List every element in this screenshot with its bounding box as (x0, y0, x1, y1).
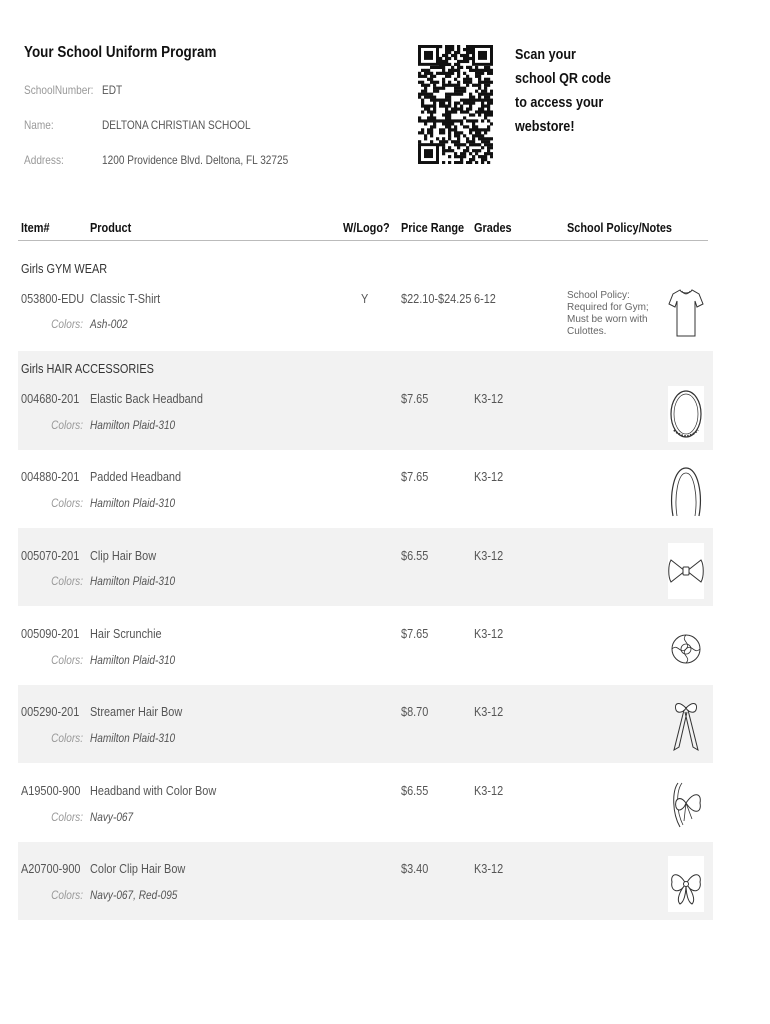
colors-label-text: Colors: (51, 810, 83, 824)
section-title-gym-wear-text: Girls GYM WEAR (21, 261, 108, 276)
product-name-text: Color Clip Hair Bow (90, 861, 186, 876)
logo-flag-text: Y (361, 291, 369, 306)
qr-line-3: to access your (515, 94, 604, 111)
school-name-value-text: DELTONA CHRISTIAN SCHOOL (102, 118, 251, 132)
colors-label (21, 574, 83, 588)
colors-label (21, 317, 83, 331)
item-number-text: A19500-900 (21, 783, 81, 798)
column-header-price (401, 220, 476, 235)
item-number-text: A20700-900 (21, 861, 81, 876)
grades-text: K3-12 (474, 548, 504, 563)
item-number-text: 004880-201 (21, 469, 80, 484)
price-range (401, 626, 434, 641)
colors-value-text: Hamilton Plaid-310 (90, 731, 176, 745)
price-range (401, 391, 434, 406)
address-value-text: 1200 Providence Blvd. Deltona, FL 32725 (102, 153, 289, 167)
colors-value (90, 810, 141, 824)
colors-value (90, 496, 191, 510)
grades (474, 548, 509, 563)
product-name (90, 626, 175, 641)
price-range-text: $7.65 (401, 469, 429, 484)
colors-value (90, 888, 194, 902)
padded-headband-icon (668, 464, 704, 520)
colors-label-text: Colors: (51, 653, 83, 667)
colors-value-text: Navy-067 (90, 810, 134, 824)
streamer-bow-icon (668, 698, 704, 754)
page-title-text: Your School Uniform Program (24, 44, 217, 61)
grades-text: K3-12 (474, 783, 504, 798)
price-range (401, 469, 434, 484)
colors-value (90, 731, 191, 745)
price-range-text: $6.55 (401, 548, 429, 563)
product-name (90, 469, 198, 484)
price-range-text: $3.40 (401, 861, 429, 876)
item-number (21, 704, 90, 719)
colors-label (21, 418, 83, 432)
colors-label (21, 731, 83, 745)
section-title-hair-accessories-text: Girls HAIR ACCESSORIES (21, 361, 154, 376)
name-label-text: Name: (24, 118, 54, 132)
name-label (24, 118, 59, 132)
colors-value (90, 317, 135, 331)
hair-bow-icon (668, 543, 704, 599)
item-number-text: 004680-201 (21, 391, 80, 406)
school-number-value-text: EDT (102, 83, 123, 97)
product-name (90, 291, 174, 306)
grades-text: K3-12 (474, 861, 504, 876)
tshirt-icon (668, 286, 704, 342)
price-range (401, 291, 485, 306)
item-number (21, 391, 90, 406)
item-number-text: 053800-EDU (21, 291, 85, 306)
item-number (21, 291, 96, 306)
row-band (18, 528, 713, 606)
grades (474, 469, 509, 484)
product-name-text: Clip Hair Bow (90, 548, 157, 563)
colors-value-text: Hamilton Plaid-310 (90, 496, 176, 510)
section-title-gym-wear (21, 261, 124, 276)
product-name-text: Classic T-Shirt (90, 291, 161, 306)
qr-line-1: Scan your (515, 46, 576, 63)
item-number (21, 469, 90, 484)
colors-value (90, 574, 191, 588)
price-range-text: $7.65 (401, 626, 429, 641)
item-number (21, 861, 92, 876)
item-number-text: 005070-201 (21, 548, 80, 563)
grades (474, 783, 509, 798)
column-header-grades (474, 220, 519, 235)
scrunchie-icon (668, 621, 704, 677)
page-title (24, 44, 253, 62)
colors-label-text: Colors: (51, 731, 83, 745)
color-bow-icon (668, 856, 704, 912)
product-name (90, 548, 169, 563)
colors-label-text: Colors: (51, 574, 83, 588)
grades (474, 391, 509, 406)
product-name-text: Streamer Hair Bow (90, 704, 183, 719)
grades (474, 291, 500, 306)
headband-bow-icon (668, 777, 704, 833)
colors-value (90, 653, 191, 667)
product-name (90, 704, 200, 719)
qr-instructions (515, 43, 629, 139)
row-band (18, 685, 713, 763)
grades-text: K3-12 (474, 391, 504, 406)
logo-flag (361, 291, 370, 306)
policy-note: School Policy: Required for Gym; Must be worn with Culottes. (567, 290, 649, 337)
grades-text: K3-12 (474, 704, 504, 719)
colors-label-text: Colors: (51, 496, 83, 510)
grades-text: 6-12 (474, 291, 496, 306)
qr-code-icon[interactable] (418, 45, 493, 164)
column-header-logo (343, 220, 399, 235)
colors-label (21, 496, 83, 510)
grades-text: K3-12 (474, 626, 504, 641)
product-name-text: Headband with Color Bow (90, 783, 217, 798)
colors-label (21, 888, 83, 902)
qr-line-2: school QR code (515, 70, 611, 87)
price-range (401, 783, 434, 798)
qr-line-4: webstore! (515, 118, 575, 135)
address-value (102, 153, 324, 167)
section-title-hair-accessories (21, 361, 179, 376)
item-number (21, 548, 90, 563)
price-range (401, 704, 434, 719)
school-number-label (24, 83, 107, 97)
item-number (21, 626, 90, 641)
item-number-text: 005090-201 (21, 626, 80, 641)
price-range-text: $7.65 (401, 391, 429, 406)
product-name-text: Hair Scrunchie (90, 626, 162, 641)
school-number-label-text: SchoolNumber: (24, 83, 94, 97)
price-range-text: $6.55 (401, 783, 429, 798)
column-header-item-text: Item# (21, 220, 50, 235)
grades (474, 626, 509, 641)
item-number-text: 005290-201 (21, 704, 80, 719)
colors-label-text: Colors: (51, 888, 83, 902)
column-header-product-text: Product (90, 220, 132, 235)
product-name (90, 783, 240, 798)
colors-value (90, 418, 191, 432)
product-name-text: Padded Headband (90, 469, 182, 484)
column-header-product (90, 220, 139, 235)
product-name (90, 391, 224, 406)
column-header-price-text: Price Range (401, 220, 465, 235)
school-name-value (102, 118, 279, 132)
colors-label-text: Colors: (51, 317, 83, 331)
colors-value-text: Hamilton Plaid-310 (90, 574, 176, 588)
grades-text: K3-12 (474, 469, 504, 484)
product-name-text: Elastic Back Headband (90, 391, 203, 406)
column-header-logo-text: W/Logo? (343, 220, 390, 235)
grades (474, 861, 509, 876)
colors-label (21, 810, 83, 824)
item-number (21, 783, 92, 798)
colors-label (21, 653, 83, 667)
address-label-text: Address: (24, 153, 64, 167)
school-number-value (102, 83, 126, 97)
price-range (401, 548, 434, 563)
colors-value-text: Ash-002 (90, 317, 128, 331)
column-header-item (21, 220, 55, 235)
price-range (401, 861, 434, 876)
colors-value-text: Hamilton Plaid-310 (90, 653, 176, 667)
grades (474, 704, 509, 719)
colors-label-text: Colors: (51, 418, 83, 432)
product-name (90, 861, 203, 876)
colors-value-text: Hamilton Plaid-310 (90, 418, 176, 432)
header-divider (18, 240, 708, 241)
elastic-headband-icon (668, 386, 704, 442)
column-header-notes (567, 220, 692, 235)
price-range-text: $22.10-$24.25 (401, 291, 472, 306)
address-label (24, 153, 71, 167)
column-header-grades-text: Grades (474, 220, 512, 235)
colors-value-text: Navy-067, Red-095 (90, 888, 178, 902)
row-band (18, 842, 713, 920)
price-range-text: $8.70 (401, 704, 429, 719)
column-header-notes-text: School Policy/Notes (567, 220, 672, 235)
